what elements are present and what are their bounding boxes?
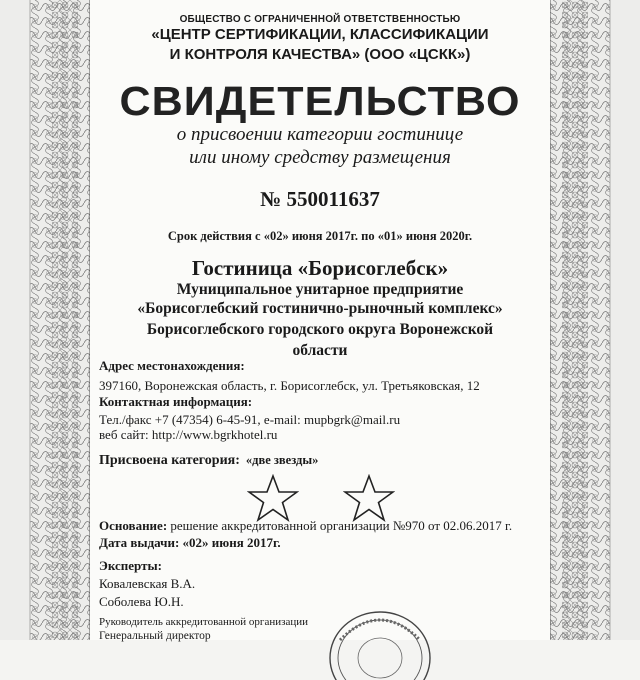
certificate-number: № 550011637: [260, 187, 380, 211]
expert-name: Соболева Ю.Н.: [99, 594, 184, 609]
issue-date-row: [99, 535, 281, 551]
category-label: Присвоена категория:: [99, 453, 240, 468]
enterprise-line3: Борисоглебского городского округа Воронежской: [146, 321, 494, 338]
enterprise-line1: Муниципальное унитарное предприятие: [176, 281, 464, 298]
validity-period: Срок действия с «02» июня 2017г. по «01» июня 2020г.: [167, 229, 473, 243]
head-title-line2: Генеральный директор: [99, 630, 211, 642]
expert-name: Ковалевская В.А.: [99, 576, 196, 591]
page-title: СВИДЕТЕЛЬСТВО: [119, 78, 521, 124]
org-type: ОБЩЕСТВО С ОГРАНИЧЕННОЙ ОТВЕТСТВЕННОСТЬЮ: [179, 14, 461, 25]
official-stamp: [318, 600, 438, 680]
issue-date-label: Дата выдачи:: [99, 535, 180, 550]
contact-label: Контактная информация:: [99, 394, 253, 409]
org-name-line2: И КОНТРОЛЯ КАЧЕСТВА» (ООО «ЦСКК»): [169, 46, 471, 63]
hotel-name: Гостиница «Борисоглебск»: [191, 256, 449, 280]
enterprise-line2: «Борисоглебский гостинично-рыночный комплекс»: [137, 300, 503, 317]
category-value: «две звезды»: [245, 453, 319, 467]
basis-label: Основание:: [99, 518, 168, 533]
basis-row: [99, 518, 512, 534]
subtitle-line2: или иному средству размещения: [189, 147, 451, 168]
contact-website: веб сайт: http://www.bgrkhotel.ru: [99, 427, 278, 442]
address-label: Адрес местонахождения:: [99, 358, 245, 373]
experts-label: Эксперты:: [99, 558, 162, 573]
subtitle-line1: о присвоении категории гостинице: [176, 124, 464, 145]
head-title-line1: Руководитель аккредитованной организации: [99, 616, 308, 628]
issue-date-value: «02» июня 2017г.: [179, 535, 281, 550]
address-value: 397160, Воронежская область, г. Борисоглебск, ул. Третьяковская, 12: [99, 378, 480, 393]
contact-phone-email: Тел./факс +7 (47354) 6-45-91, e-mail: mupbgrk@mail.ru: [99, 412, 401, 427]
basis-value: решение аккредитованной организации №970 от 02.06.2017 г.: [167, 518, 513, 533]
star-icon: [247, 474, 299, 522]
star-icon: [343, 474, 395, 522]
org-name-line1: «ЦЕНТР СЕРТИФИКАЦИИ, КЛАССИФИКАЦИИ: [151, 26, 489, 43]
enterprise-line4: области: [292, 342, 348, 359]
category-row: [99, 453, 318, 469]
